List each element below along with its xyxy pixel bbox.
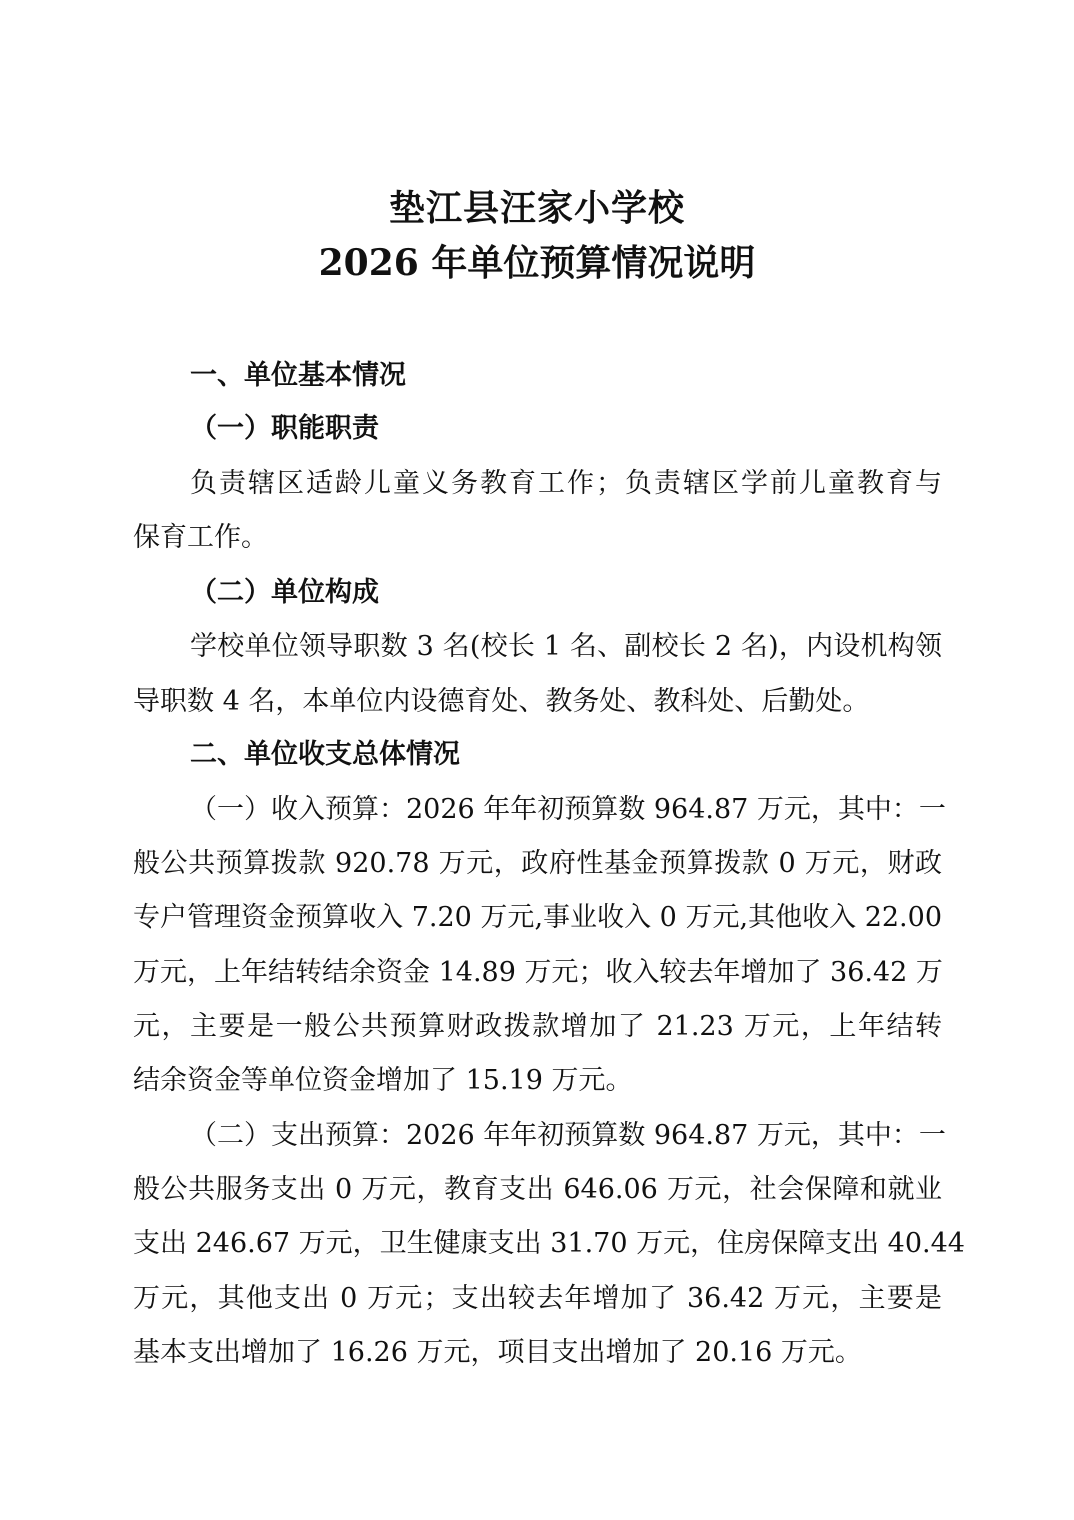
paragraph-line: 万元，上年结转结余资金 14.89 万元；收入较去年增加了 36.42 万: [133, 957, 943, 988]
paragraph-line: 导职数 4 名，本单位内设德育处、教务处、教科处、后勤处。: [133, 686, 870, 717]
paragraph-line: 结余资金等单位资金增加了 15.19 万元。: [133, 1065, 633, 1096]
section-heading-basic-info: 一、单位基本情况: [190, 360, 406, 391]
paragraph-line: 万元，其他支出 0 万元；支出较去年增加了 36.42 万元，主要是: [133, 1283, 942, 1314]
paragraph-line: 保育工作。: [133, 522, 268, 553]
paragraph-line: （二）支出预算：2026 年年初预算数 964.87 万元，其中：一: [190, 1120, 946, 1151]
subsection-heading-duties: （一）职能职责: [190, 413, 379, 444]
paragraph-line: 负责辖区适龄儿童义务教育工作；负责辖区学前儿童教育与: [190, 468, 942, 499]
subsection-heading-composition: （二）单位构成: [190, 577, 379, 608]
paragraph-line: （一）收入预算：2026 年年初预算数 964.87 万元，其中：一: [190, 794, 946, 825]
paragraph-line: 元，主要是一般公共预算财政拨款增加了 21.23 万元，上年结转: [133, 1011, 942, 1042]
document-title: 垫江县汪家小学校: [388, 187, 685, 229]
paragraph-line: 般公共服务支出 0 万元，教育支出 646.06 万元，社会保障和就业: [133, 1174, 942, 1205]
paragraph-line: 基本支出增加了 16.26 万元，项目支出增加了 20.16 万元。: [133, 1337, 862, 1368]
paragraph-line: 学校单位领导职数 3 名(校长 1 名、副校长 2 名)，内设机构领: [190, 631, 942, 662]
section-heading-overall: 二、单位收支总体情况: [190, 739, 460, 770]
document-subtitle: 2026 年单位预算情况说明: [318, 242, 756, 284]
paragraph-line: 专户管理资金预算收入 7.20 万元,事业收入 0 万元,其他收入 22.00: [133, 902, 942, 933]
paragraph-line: 般公共预算拨款 920.78 万元，政府性基金预算拨款 0 万元，财政: [133, 848, 942, 879]
paragraph-line: 支出 246.67 万元，卫生健康支出 31.70 万元，住房保障支出 40.44: [133, 1228, 965, 1259]
